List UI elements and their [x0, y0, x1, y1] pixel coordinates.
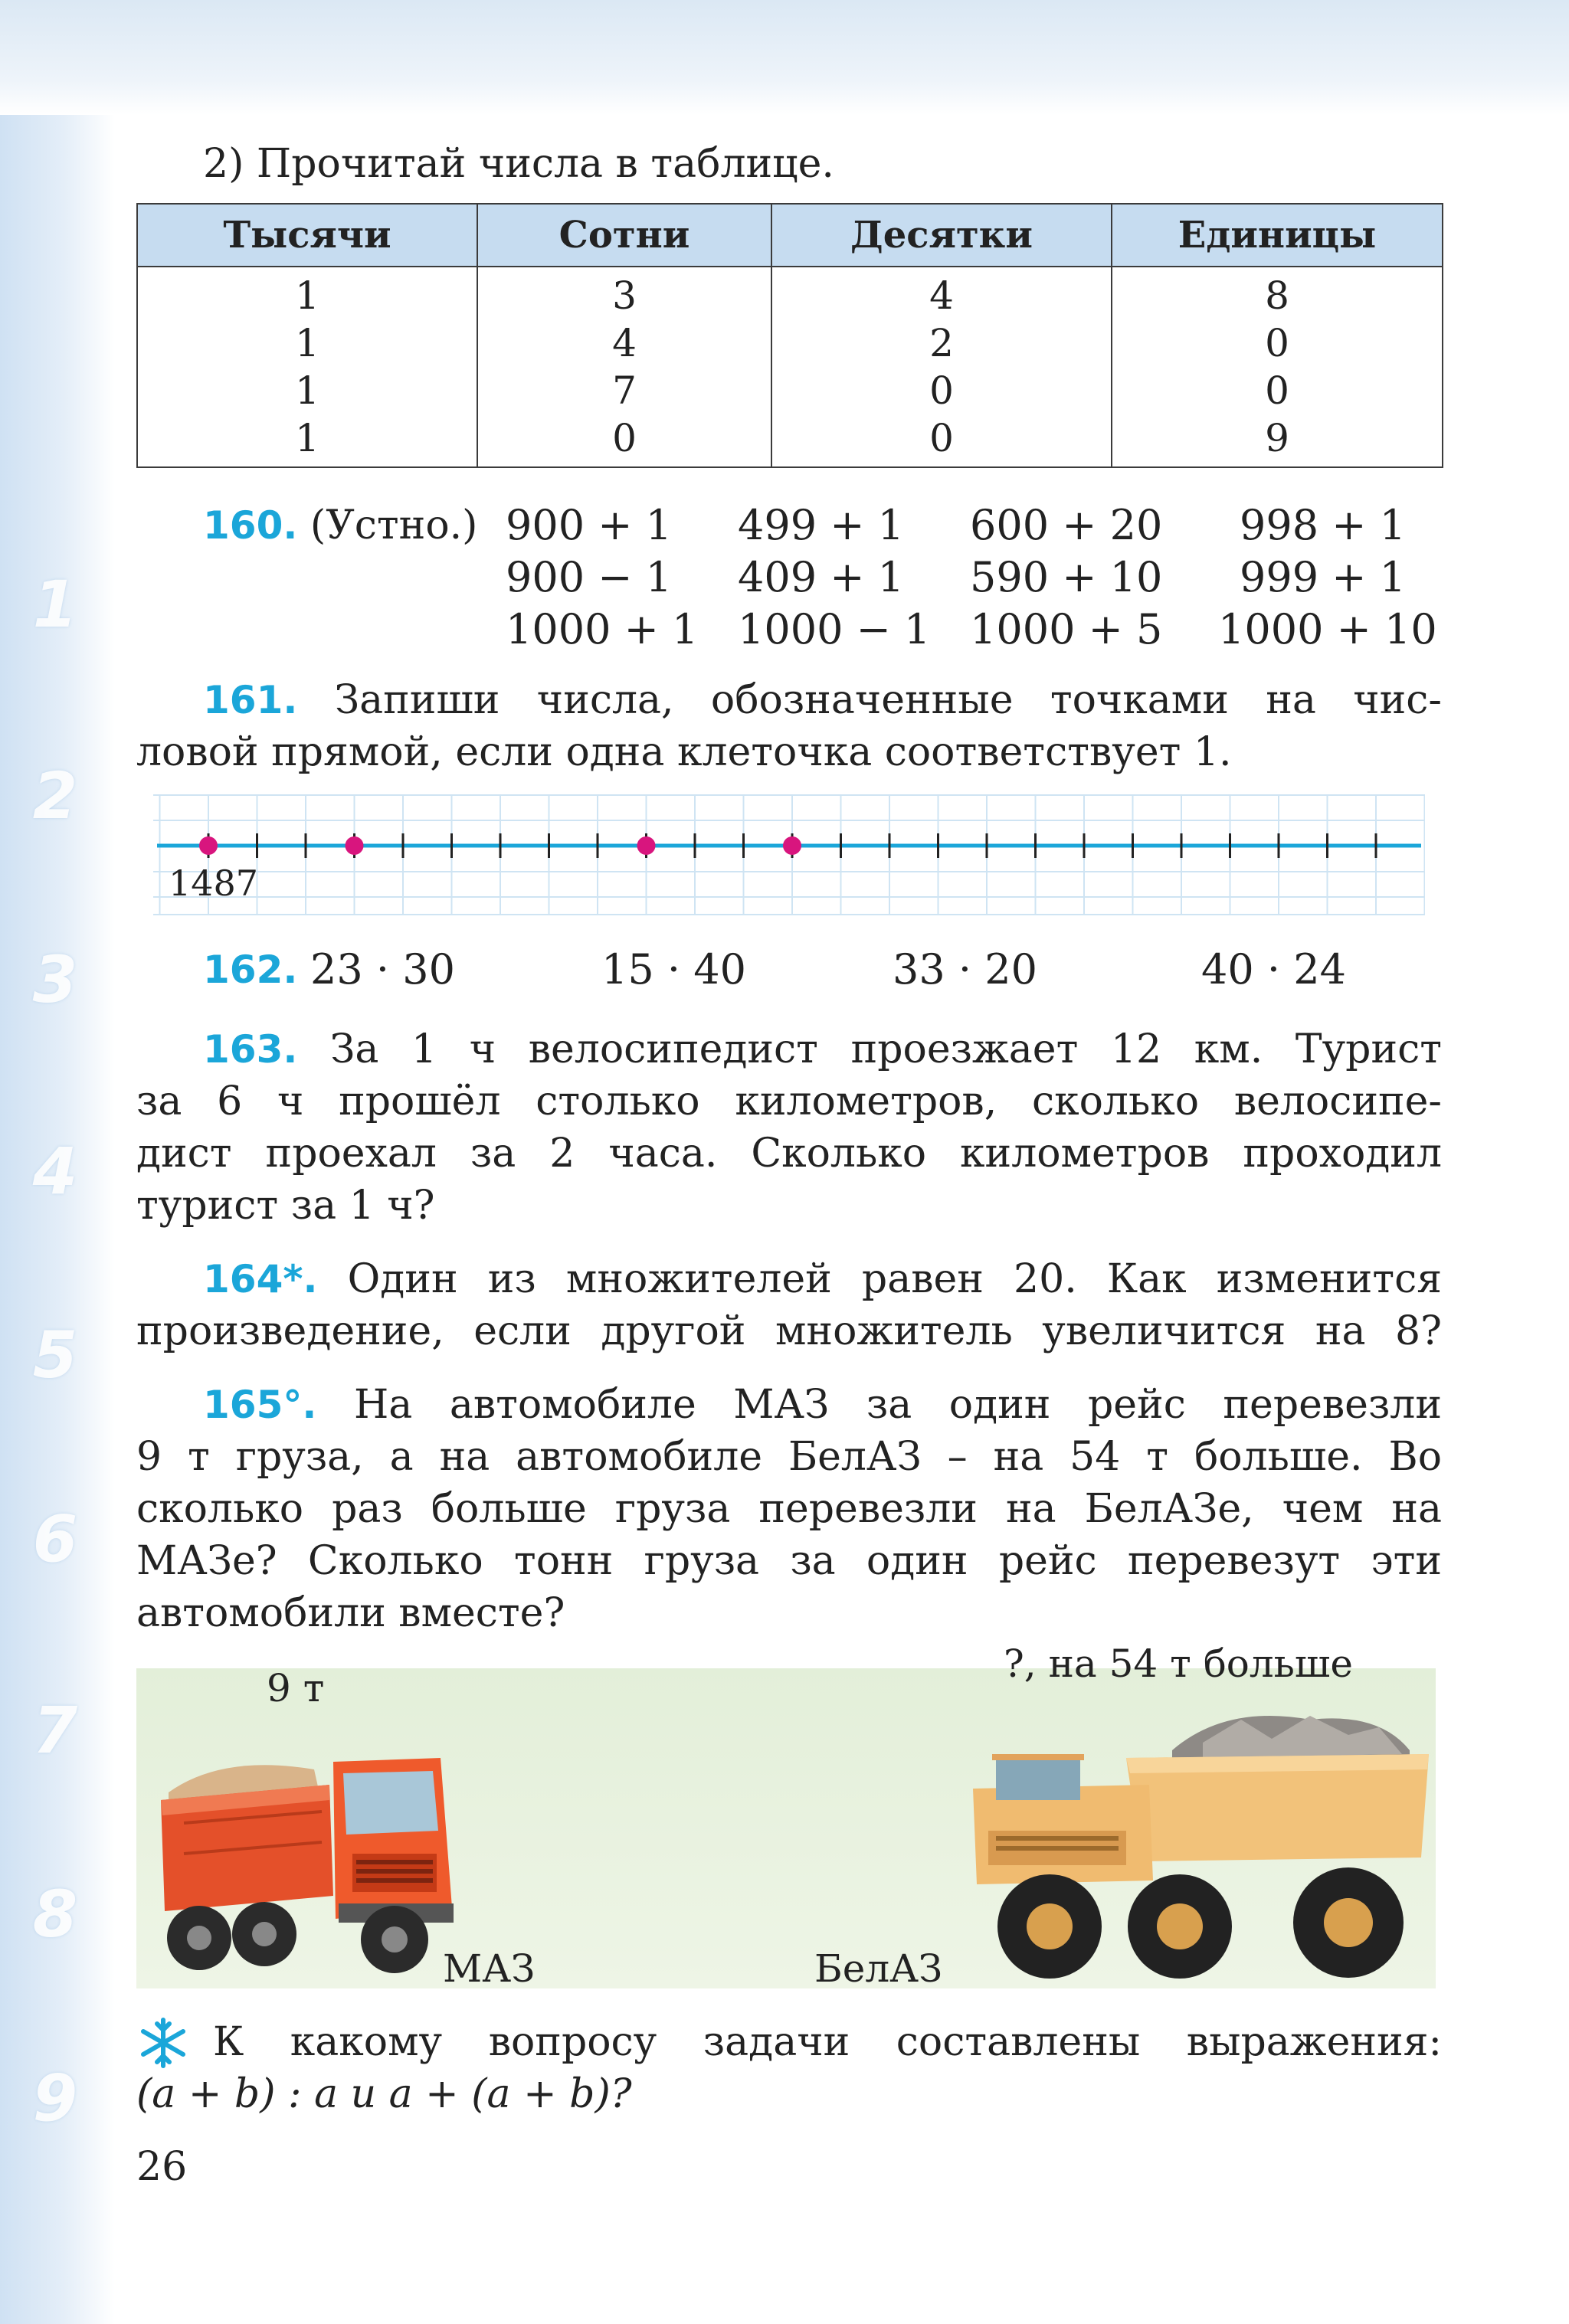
task-165-line: 9 т груза, а на автомобиле БелАЗ – на 54 т больше. Во — [136, 1434, 1442, 1480]
expression: 600 + 20 — [970, 501, 1163, 549]
number-line-point — [346, 836, 364, 855]
task-165-line: автомобили вместе? — [136, 1590, 565, 1636]
maz-truck-image — [138, 1731, 475, 1984]
table-cell: 1 — [137, 319, 477, 367]
side-band — [0, 115, 115, 2324]
table-header: Сотни — [477, 204, 771, 267]
table-cell: 2 — [771, 319, 1112, 367]
table-cell: 7 — [477, 367, 771, 414]
table-cell: 0 — [1112, 367, 1443, 414]
task-161-line: 161. Запиши числа, обозначенные точками на чис- — [203, 677, 1442, 723]
expression: 1000 − 1 — [738, 605, 931, 653]
table-cell: 9 — [1112, 414, 1443, 467]
belaz-name-label: БелАЗ — [814, 1946, 943, 1991]
expression: 900 − 1 — [506, 553, 673, 601]
expression: 900 + 1 — [506, 501, 673, 549]
belaz-load-label: ?, на 54 т больше — [1004, 1642, 1353, 1686]
expression: 409 + 1 — [738, 553, 905, 601]
task-161-line: ловой прямой, если одна клеточка соответствует 1. — [136, 729, 1232, 775]
task-number: 164*. — [203, 1257, 318, 1301]
task-165-line: сколько раз больше груза перевезли на БелАЗе, чем на — [136, 1486, 1442, 1532]
expression: 999 + 1 — [1240, 553, 1407, 601]
margin-number-4: 4 — [32, 1134, 78, 1209]
task-number: 163. — [203, 1027, 298, 1072]
margin-number-7: 7 — [32, 1693, 78, 1768]
snowflake-icon — [136, 2016, 190, 2070]
table-cell: 3 — [477, 267, 771, 319]
task-164-line: произведение, если другой множитель увеличится на 8? — [136, 1308, 1442, 1354]
expression: 15 · 40 — [601, 945, 746, 993]
table-header: Тысячи — [137, 204, 477, 267]
expression: 23 · 30 — [310, 945, 455, 993]
expression: 499 + 1 — [738, 501, 905, 549]
task-165-line: МАЗе? Сколько тонн груза за один рейс перевезут эти — [136, 1538, 1442, 1584]
place-value-table — [136, 203, 1443, 468]
belaz-truck-image — [950, 1697, 1440, 1988]
margin-number-2: 2 — [32, 758, 78, 833]
task-163-line: турист за 1 ч? — [136, 1183, 435, 1229]
table-cell: 1 — [137, 267, 477, 319]
task-163-line: дист проехал за 2 часа. Сколько километров проходил — [136, 1131, 1442, 1177]
margin-number-1: 1 — [32, 567, 78, 642]
task-number: 161. — [203, 678, 298, 722]
number-line-point — [637, 836, 656, 855]
task-intro: 2) Прочитай числа в таблице. — [203, 141, 834, 187]
table-header: Десятки — [771, 204, 1112, 267]
expression: 1000 + 10 — [1218, 605, 1437, 653]
task-163-line: за 6 ч прошёл столько километров, сколько велосипе- — [136, 1079, 1442, 1124]
task-164-line: 164*. Один из множителей равен 20. Как изменится — [203, 1256, 1443, 1302]
expression: 1000 + 5 — [970, 605, 1163, 653]
table-cell: 4 — [477, 319, 771, 367]
top-band — [0, 0, 1569, 115]
task-163-line: 163. За 1 ч велосипедист проезжает 12 км. Турист — [203, 1026, 1443, 1072]
margin-number-9: 9 — [32, 2061, 78, 2136]
task-number: 160. — [203, 503, 298, 548]
margin-number-6: 6 — [32, 1501, 78, 1576]
snow-task-line: (a + b) : a и a + (a + b)? — [136, 2071, 632, 2117]
number-line-point — [199, 836, 218, 855]
table-cell: 8 — [1112, 267, 1443, 319]
task-160-header — [203, 499, 477, 552]
table-row — [137, 319, 1443, 367]
margin-number-8: 8 — [32, 1877, 78, 1952]
expression: 998 + 1 — [1240, 501, 1407, 549]
margin-number-3: 3 — [32, 942, 78, 1017]
table-row — [137, 267, 1443, 319]
table-cell: 4 — [771, 267, 1112, 319]
snow-task-line: К какому вопросу задачи составлены выражения: — [213, 2019, 1442, 2065]
number-line-point — [783, 836, 801, 855]
maz-name-label: МАЗ — [443, 1946, 536, 1991]
number-line — [153, 794, 1425, 916]
task-162-number: 162. — [203, 948, 298, 992]
table-header: Единицы — [1112, 204, 1443, 267]
task-160-note: (Устно.) — [310, 502, 478, 548]
table-cell: 1 — [137, 414, 477, 467]
number-line-grid — [153, 795, 1425, 915]
maz-load-label: 9 т — [267, 1666, 325, 1710]
table-cell: 0 — [477, 414, 771, 467]
expression: 33 · 20 — [893, 945, 1037, 993]
task-number: 165°. — [203, 1383, 317, 1427]
table-cell: 0 — [771, 367, 1112, 414]
table-row — [137, 414, 1443, 467]
page-number: 26 — [136, 2144, 188, 2190]
expression: 590 + 10 — [970, 553, 1163, 601]
expression: 1000 + 1 — [506, 605, 699, 653]
table-cell: 0 — [1112, 319, 1443, 367]
task-165-line: 165°. На автомобиле МАЗ за один рейс перевезли — [203, 1382, 1442, 1428]
margin-number-5: 5 — [32, 1317, 78, 1393]
table-cell: 1 — [137, 367, 477, 414]
table-row — [137, 367, 1443, 414]
table-cell: 0 — [771, 414, 1112, 467]
number-line-start-label: 1487 — [169, 862, 259, 904]
expression: 40 · 24 — [1201, 945, 1346, 993]
